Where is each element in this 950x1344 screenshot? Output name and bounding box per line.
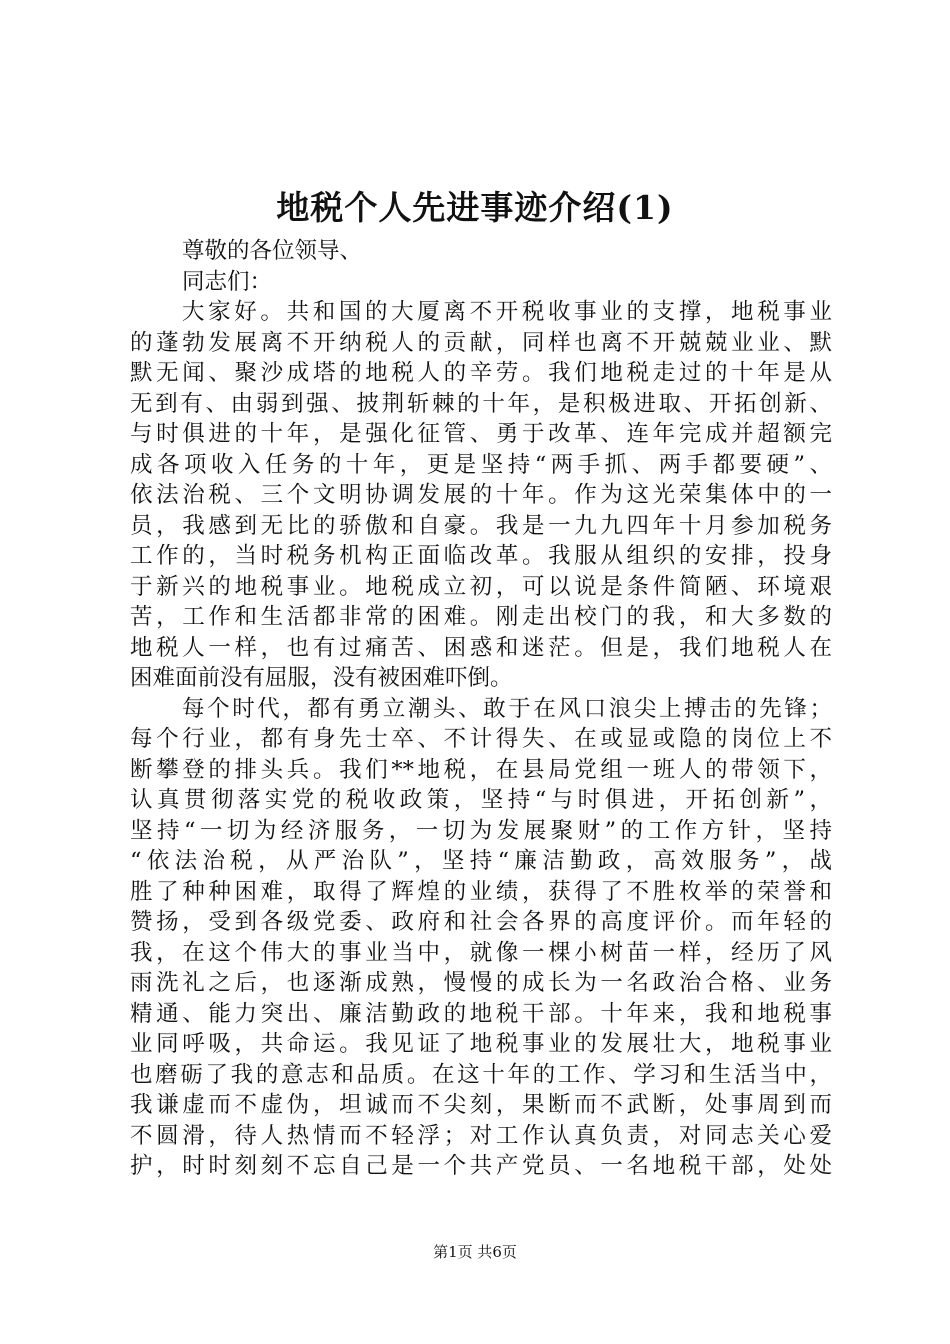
text-line: 工作的，当时税务机构正面临改革。我服从组织的安排，投身 [130, 543, 832, 569]
text-line: “依法治税，从严治队”，坚持“廉洁勤政，高效服务”，战 [130, 848, 832, 874]
text-line: 大家好。共和国的大厦离不开税收事业的支撑，地税事业 [182, 299, 832, 325]
text-line: 不圆滑，待人热情而不轻浮；对工作认真负责，对同志关心爱 [130, 1122, 832, 1149]
text-line: 困难面前没有屈服，没有被困难吓倒。 [130, 665, 513, 691]
text-line: 精通、能力突出、廉洁勤政的地税干部。十年来，我和地税事 [130, 1000, 832, 1027]
text-line: 我谦虚而不虚伪，坦诚而不尖刻，果断而不武断，处事周到而 [130, 1092, 832, 1118]
salutation-line: 同志们： [182, 268, 273, 295]
text-line: 每个行业，都有身先士卒、不计得失、在或显或隐的岗位上不 [130, 726, 832, 752]
text-line: 断攀登的排头兵。我们**地税，在县局党组一班人的带领下， [130, 756, 832, 783]
text-line: 认真贯彻落实党的税收政策，坚持“与时俱进，开拓创新”， [130, 787, 832, 813]
paragraph-1 [130, 297, 832, 694]
text-line: 坚持“一切为经济服务，一切为发展聚财”的工作方针，坚持 [130, 817, 832, 844]
text-line: 默无闻、聚沙成塔的地税人的辛劳。我们地税走过的十年是从 [130, 360, 832, 386]
document-title: 地税个人先进事迹介绍(1) [276, 188, 674, 227]
text-line: 护，时时刻刻不忘自己是一个共产党员、一名地税干部，处处 [130, 1153, 832, 1179]
text-line: 无到有、由弱到强、披荆斩棘的十年，是积极进取、开拓创新、 [130, 390, 832, 417]
text-line: 胜了种种困难，取得了辉煌的业绩，获得了不胜枚举的荣誉和 [130, 878, 832, 905]
text-line: 赞扬，受到各级党委、政府和社会各界的高度评价。而年轻的 [130, 909, 832, 935]
text-line: 的蓬勃发展离不开纳税人的贡献，同样也离不开兢兢业业、默 [130, 329, 832, 356]
text-line: 于新兴的地税事业。地税成立初，可以说是条件简陋、环境艰 [130, 573, 832, 600]
paragraph-2 [130, 694, 832, 1182]
document-body [130, 236, 832, 1182]
text-line: 我，在这个伟大的事业当中，就像一棵小树苗一样，经历了风 [130, 939, 832, 966]
text-line: 地税人一样，也有过痛苦、困惑和迷茫。但是，我们地税人在 [130, 634, 832, 661]
text-line: 雨洗礼之后，也逐渐成熟，慢慢的成长为一名政治合格、业务 [130, 970, 832, 996]
text-line: 成各项收入任务的十年，更是坚持“两手抓、两手都要硬”、 [130, 451, 832, 478]
salutation-line: 尊敬的各位领导、 [182, 238, 363, 264]
text-line: 员，我感到无比的骄傲和自豪。我是一九九四年十月参加税务 [130, 512, 832, 539]
text-line: 苦，工作和生活都非常的困难。刚走出校门的我，和大多数的 [130, 604, 832, 630]
text-line: 业同呼吸，共命运。我见证了地税事业的发展壮大，地税事业 [130, 1031, 832, 1057]
text-line: 与时俱进的十年，是强化征管、勇于改革、连年完成并超额完 [130, 421, 832, 447]
page-number-footer: 第1页 共6页 [433, 1243, 517, 1261]
text-line: 每个时代，都有勇立潮头、敢于在风口浪尖上搏击的先锋； [182, 695, 832, 722]
text-line: 也磨砺了我的意志和品质。在这十年的工作、学习和生活当中， [130, 1061, 832, 1088]
text-line: 依法治税、三个文明协调发展的十年。作为这光荣集体中的一 [130, 482, 832, 508]
